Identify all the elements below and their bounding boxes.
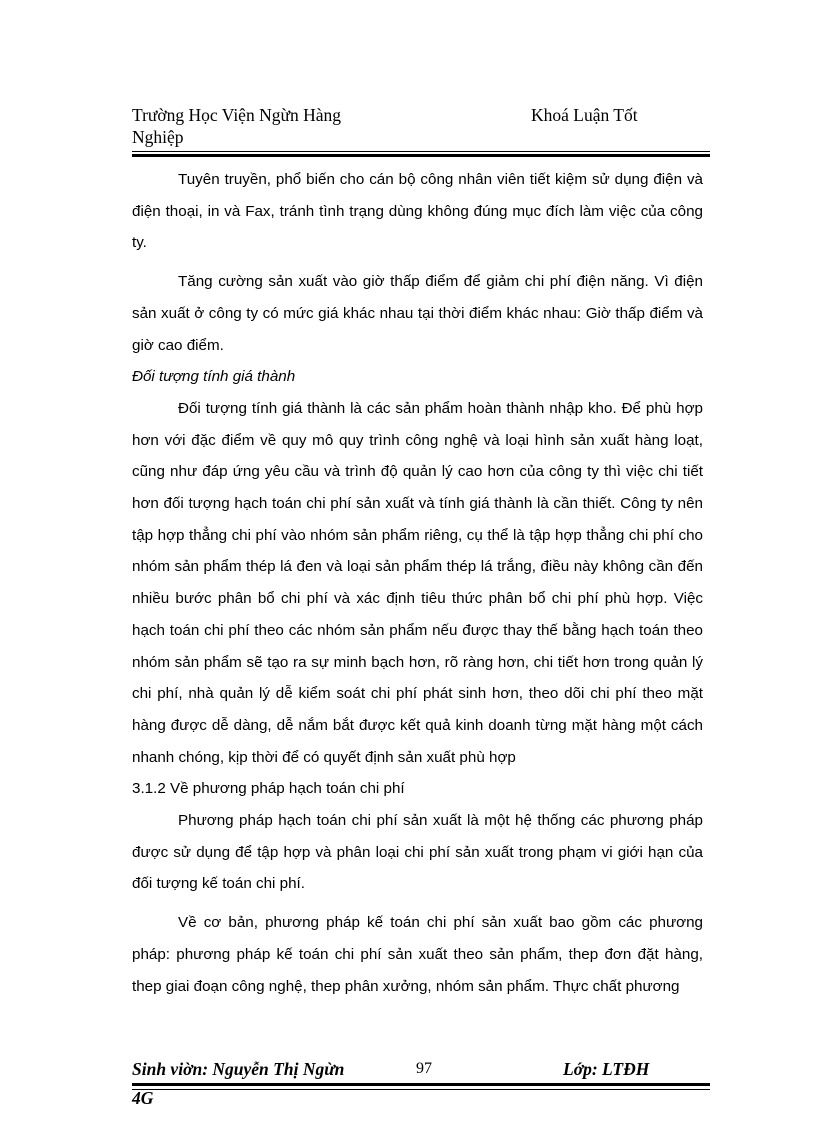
section-heading: Đối tượng tính giá thành bbox=[132, 368, 296, 386]
header-thesis-wrap: Nghiệp bbox=[132, 127, 184, 147]
paragraph-5: Về cơ bản, phương pháp kế toán chi phí sản xuất bao gồm các phương pháp: phương pháp kế toán chi phí sản xuất theo sản phẩm, thep đơn đặt hàng, thep giai đoạn công nghệ, thep phân xưởng, nhóm sản phẩm. Thực chất phương bbox=[132, 914, 703, 995]
footer-class-wrap: 4G bbox=[132, 1088, 154, 1108]
header-rule-thick bbox=[132, 154, 710, 157]
footer-student: Sinh viờn: Nguyễn Thị Ngừn bbox=[132, 1059, 345, 1079]
paragraph-4: Phương pháp hạch toán chi phí sản xuất là một hệ thống các phương pháp được sử dụng để tập hợp và phân loại chi phí sản xuất trong phạm vi giới hạn của đối tượng kế toán chi phí. bbox=[132, 812, 703, 893]
paragraph-1: Tuyên truyền, phổ biến cho cán bộ công nhân viên tiết kiệm sử dụng điện và điện thoại, in và Fax, tránh tình trạng dùng không đúng mục đích làm việc của công ty. bbox=[132, 171, 703, 252]
header-thesis: Khoá Luận Tốt bbox=[531, 105, 638, 125]
subsection-heading: 3.1.2 Về phương pháp hạch toán chi phí bbox=[132, 780, 405, 798]
header-school: Trường Học Viện Ngừn Hàng bbox=[132, 105, 341, 125]
document-body bbox=[132, 164, 703, 1002]
footer-rule-thin bbox=[132, 1089, 710, 1090]
paragraph-2: Tăng cường sản xuất vào giờ thấp điểm để giảm chi phí điện năng. Vì điện sản xuất ở công ty có mức giá khác nhau tại thời điểm khác nhau: Giờ thấp điểm và giờ cao điểm. bbox=[132, 273, 703, 354]
footer-class: Lớp: LTĐH bbox=[563, 1059, 650, 1079]
header-rule-thin bbox=[132, 151, 710, 152]
footer-rule-thick bbox=[132, 1083, 710, 1086]
paragraph-3: Đối tượng tính giá thành là các sản phẩm hoàn thành nhập kho. Để phù hợp hơn với đặc điểm về quy mô quy trình công nghệ và loại hình sản xuất hàng loạt, cũng như đáp ứng yêu cầu và trình độ quản lý cao hơn của công ty thì việc chi tiết hơn đối tượng hạch toán chi phí sản xuất và tính giá thành là cần thiết. Công ty nên tập hợp thẳng chi phí vào nhóm sản phẩm riêng, cụ thể là tập hợp thẳng chi phí cho nhóm sản phẩm thép lá đen và loại sản phẩm thép lá trắng, điều này không cần đến nhiều bước phân bổ chi phí và xác định tiêu thức phân bổ chi phí phù hợp. Việc hạch toán chi phí theo các nhóm sản phẩm nếu được thay thế bằng hạch toán theo nhóm sản phẩm sẽ tạo ra sự minh bạch hơn, rõ ràng hơn, chi tiết hơn trong quản lý chi phí, nhà quản lý dễ kiểm soát chi phí phát sinh hơn, theo dõi chi phí theo mặt hàng được dễ dàng, dễ nắm bắt được kết quả kinh doanh từng mặt hàng một cách nhanh chóng, kịp thời để có quyết định sản xuất phù hợp bbox=[132, 399, 703, 766]
page-number: 97 bbox=[416, 1060, 432, 1077]
